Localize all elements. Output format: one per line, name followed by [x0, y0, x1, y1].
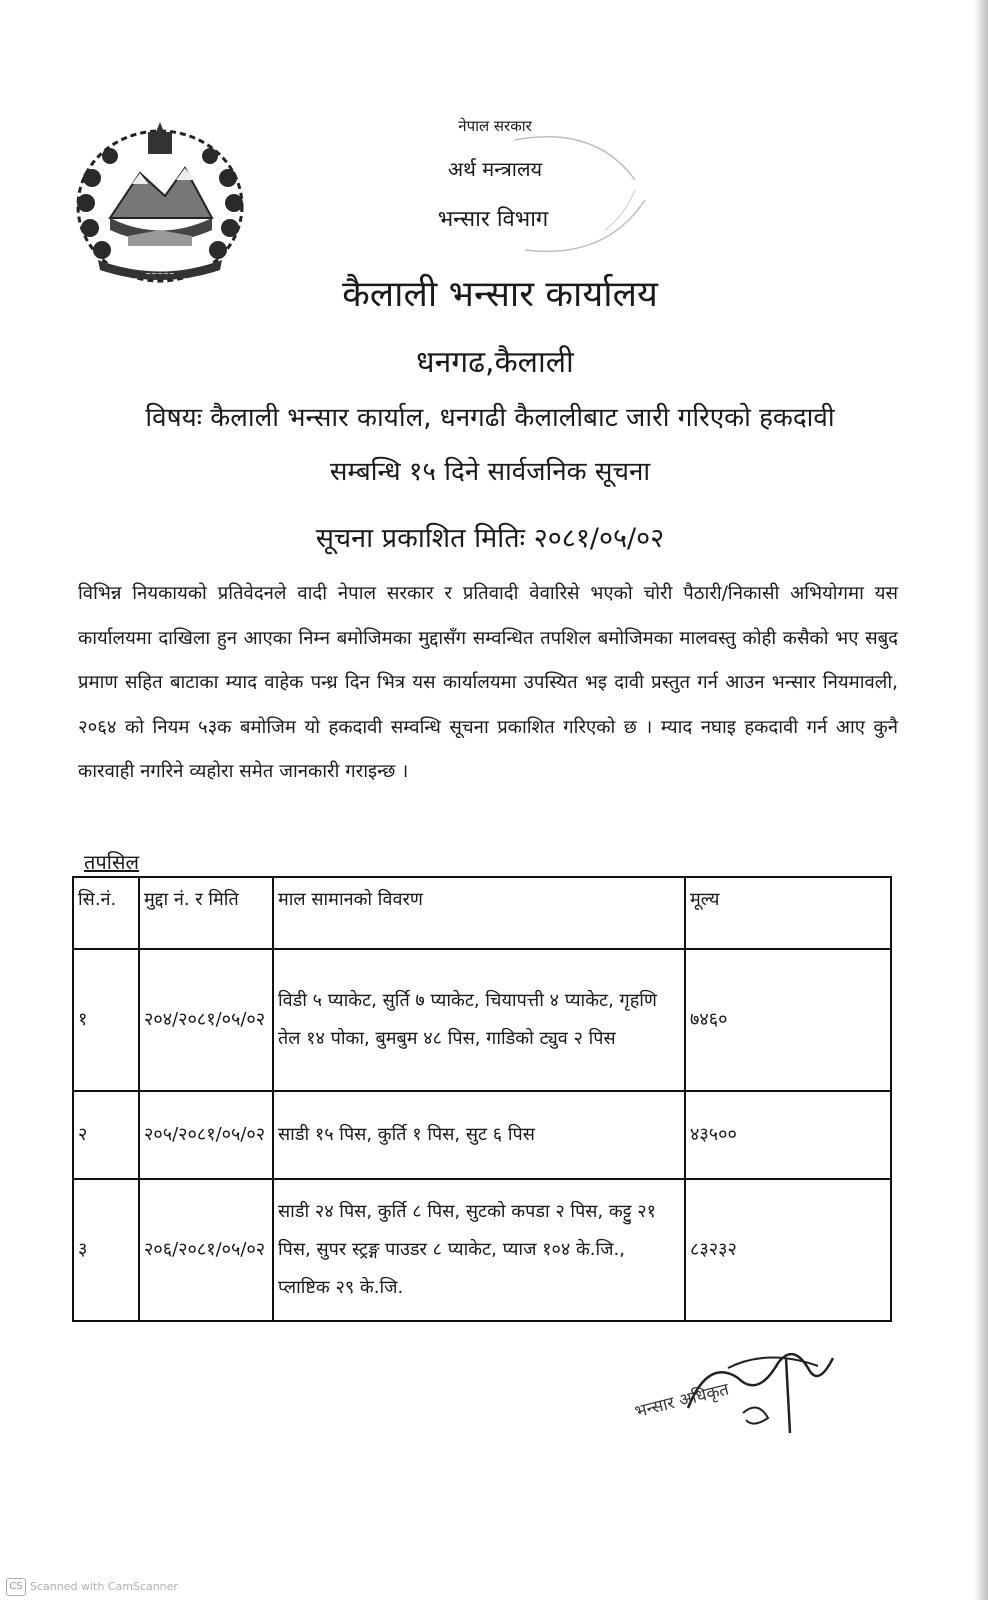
office-name: कैलाली भन्सार कार्यालय	[342, 274, 658, 315]
signature-title: भन्सार अधिकृत	[632, 1379, 731, 1423]
scan-edge-shadow	[974, 0, 988, 1600]
header-items: माल सामानको विवरण	[273, 877, 685, 949]
subject-line-1: विषयः कैलाली भन्सार कार्याल, धनगढी कैलालीबाट जारी गरिएको हकदावी	[145, 403, 835, 433]
row-case: २०४/२०८१/०५/०२	[139, 949, 273, 1091]
table-title: तपसिल	[84, 850, 140, 874]
table-row	[73, 1179, 891, 1321]
signature-icon	[618, 1338, 848, 1438]
row-serial: २	[73, 1091, 139, 1179]
row-items: साडी १५ पिस, कुर्ति १ पिस, सुट ६ पिस	[273, 1091, 685, 1179]
table-header-row	[73, 877, 891, 949]
camscanner-watermark: Scanned with CamScanner	[30, 1580, 178, 1593]
row-serial: १	[73, 949, 139, 1091]
goods-table	[72, 876, 892, 1322]
published-date: सूचना प्रकाशित मितिः २०८१/०५/०२	[315, 523, 665, 554]
nepal-emblem-icon	[70, 118, 250, 288]
government-name: नेपाल सरकार	[458, 117, 532, 135]
header-serial: सि.नं.	[73, 877, 139, 949]
subject-line-2: सम्बन्धि १५ दिने सार्वजनिक सूचना	[329, 457, 651, 487]
row-case: २०५/२०८१/०५/०२	[139, 1091, 273, 1179]
ministry-name: अर्थ मन्त्रालय	[447, 157, 543, 181]
header-case: मुद्दा नं. र मिति	[139, 877, 273, 949]
camscanner-logo-icon: CS	[6, 1578, 26, 1596]
office-location: धनगढ,कैलाली	[416, 345, 574, 380]
row-case: २०६/२०८१/०५/०२	[139, 1179, 273, 1321]
department-name: भन्सार विभाग	[437, 207, 549, 232]
row-items: विडी ५ प्याकेट, सुर्ति ७ प्याकेट, चियापत्ती ४ प्याकेट, गृहणि तेल १४ पोका, बुमबुम ४८ पिस, गाडिको ट्युव २ पिस	[273, 949, 685, 1091]
row-serial: ३	[73, 1179, 139, 1321]
svg-text:~~~~~: ~~~~~	[145, 270, 175, 278]
office-stamp-icon	[485, 120, 655, 270]
notice-body: विभिन्न नियकायको प्रतिवेदनले वादी नेपाल सरकार र प्रतिवादी वेवारिसे भएको चोरी पैठारी/निकासी अभियोगमा यस कार्यालयमा दाखिला हुन आएका निम्न बमोजिमका मुद्दासँग सम्वन्धित तपशिल बमोजिमका मालवस्तु कोही कसैको भए सबुद प्रमाण सहित बाटाका म्याद वाहेक पन्ध्र दिन भित्र यस कार्यालयमा उपस्यित भइ दावी प्रस्तुत गर्न आउन भन्सार नियमावली, २०६४ को नियम ५३क बमोजिम यो हकदावी सम्वन्धि सूचना प्रकाशित गरिएको छ । म्याद नघाइ हकदावी गर्न आए कुनै कारवाही नगरिने व्यहोरा समेत जानकारी गराइन्छ ।	[78, 583, 898, 782]
header-value: मूल्य	[685, 877, 891, 949]
row-value: ८३२३२	[685, 1179, 891, 1321]
table-row	[73, 949, 891, 1091]
row-items: साडी २४ पिस, कुर्ति ८ पिस, सुटको कपडा २ पिस, कट्टु २१ पिस, सुपर स्ट्रङ्ग पाउडर ८ प्याकेट, प्याज १०४ के.जि., प्लाष्टिक २९ के.जि.	[273, 1179, 685, 1321]
row-value: ७४६०	[685, 949, 891, 1091]
row-value: ४३५००	[685, 1091, 891, 1179]
table-row	[73, 1091, 891, 1179]
